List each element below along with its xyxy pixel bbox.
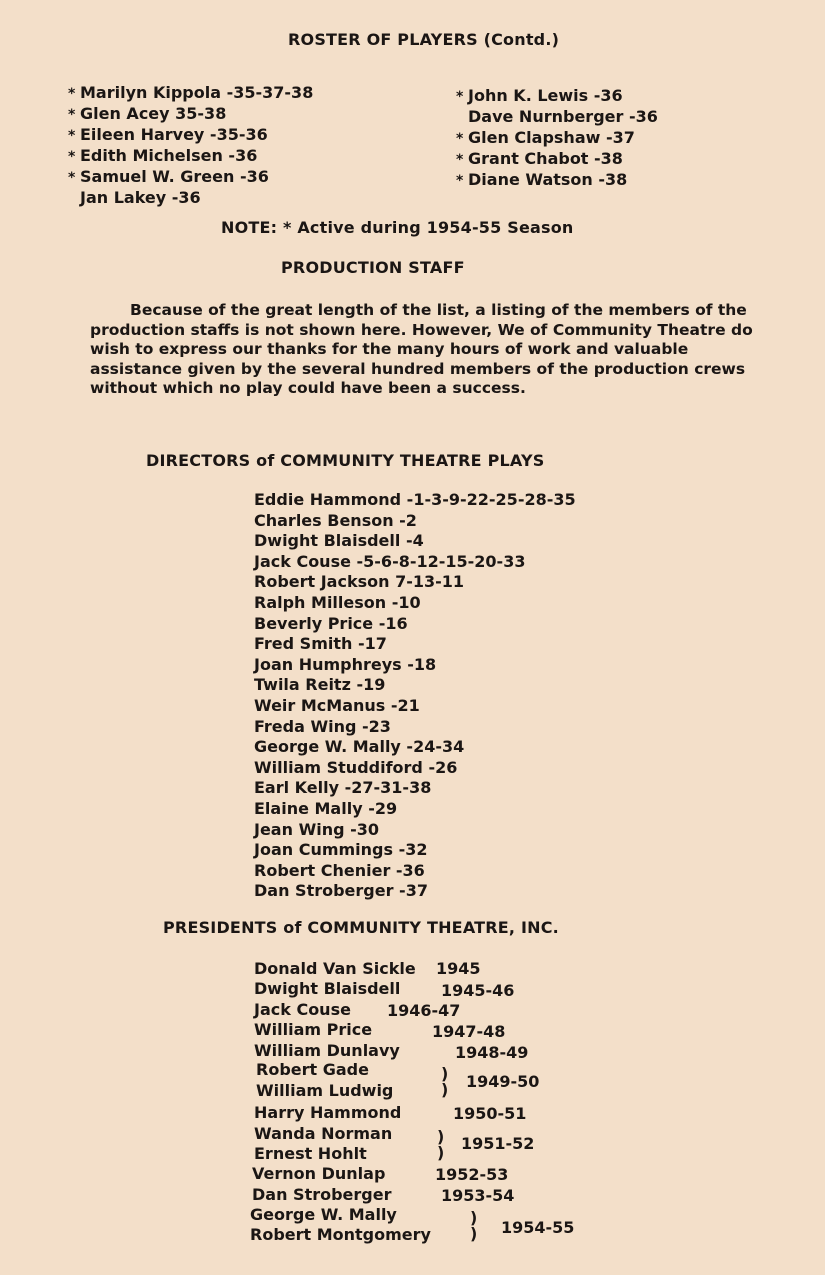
list-item: Ralph Milleson -10 — [254, 592, 421, 612]
active-star-icon: * — [68, 170, 76, 186]
roster-entry: Dave Nurnberger -36 — [468, 107, 658, 126]
list-item: Dwight Blaisdell — [254, 979, 401, 998]
bracket: ) — [437, 1127, 445, 1146]
presidents-title: PRESIDENTS of COMMUNITY THEATRE, INC. — [163, 918, 559, 937]
bracket: ) — [441, 1064, 449, 1083]
list-item: Elaine Mally -29 — [254, 798, 398, 818]
list-item: Joan Humphreys -18 — [254, 654, 437, 674]
list-item: George W. Mally — [250, 1205, 397, 1224]
active-star-icon: * — [68, 107, 76, 123]
roster-entry: * John K. Lewis -36 — [456, 85, 658, 106]
list-item: Dan Stroberger — [252, 1185, 392, 1204]
bracket: ) — [441, 1080, 449, 1099]
list-item: Twila Reitz -19 — [254, 675, 386, 695]
production-staff-paragraph: Because of the great length of the list, a listing of the members of the production staffs is not shown here. However, We of Community Theatre do wish to express our thanks for the many hours of work and valuable assistance given by the several hundred members of the production crews without which no play could have been a success. — [90, 301, 753, 397]
roster-title: ROSTER OF PLAYERS (Contd.) — [288, 30, 560, 49]
directors-list — [254, 490, 576, 902]
roster-entry: * Edith Michelsen -36 — [68, 145, 313, 166]
list-item: Joan Cummings -32 — [254, 840, 428, 860]
production-staff-title: PRODUCTION STAFF — [281, 258, 465, 277]
list-item: William Ludwig — [256, 1081, 394, 1100]
list-item: William Dunlavy — [254, 1041, 400, 1060]
directors-title: DIRECTORS of COMMUNITY THEATRE PLAYS — [146, 451, 545, 470]
active-star-icon: * — [456, 131, 464, 147]
roster-entry: Jan Lakey -36 — [80, 188, 201, 207]
roster-left-column — [68, 82, 313, 208]
roster-entry: * Samuel W. Green -36 — [68, 166, 313, 187]
list-item: Ernest Hohlt — [254, 1144, 367, 1163]
bracket: ) — [437, 1143, 445, 1162]
list-item: Weir McManus -21 — [254, 695, 420, 715]
active-star-icon: * — [68, 86, 76, 102]
list-item: Beverly Price -16 — [254, 613, 408, 633]
roster-entry: * Glen Clapshaw -37 — [456, 127, 658, 148]
bracket: ) — [470, 1224, 478, 1243]
list-item-year: 1947-48 — [432, 1022, 506, 1041]
list-item: Eddie Hammond -1-3-9-22-25-28-35 — [254, 490, 576, 509]
list-item: Charles Benson -2 — [254, 510, 417, 530]
list-item: Dwight Blaisdell -4 — [254, 531, 424, 551]
active-star-icon: * — [68, 149, 76, 165]
list-item: Jack Couse — [254, 1000, 351, 1019]
list-item-year: 1953-54 — [441, 1186, 515, 1205]
list-item: Vernon Dunlap — [252, 1164, 386, 1183]
list-item: Robert Chenier -36 — [254, 860, 425, 880]
roster-entry: * Grant Chabot -38 — [456, 148, 658, 169]
roster-entry: * Glen Acey 35-38 — [68, 103, 313, 124]
list-item-year: 1946-47 — [387, 1001, 461, 1020]
list-item: Robert Gade — [256, 1060, 369, 1079]
active-star-icon: * — [456, 152, 464, 168]
bracket: ) — [470, 1208, 478, 1227]
list-item-year: 1954-55 — [501, 1218, 575, 1237]
roster-right-column — [456, 85, 658, 190]
roster-entry: * Marilyn Kippola -35-37-38 — [68, 82, 313, 103]
list-item-year: 1945 — [436, 959, 481, 978]
list-item-year: 1949-50 — [466, 1072, 540, 1091]
list-item-year: 1951-52 — [461, 1134, 535, 1153]
list-item: Fred Smith -17 — [254, 634, 387, 654]
list-item: William Price — [254, 1020, 373, 1039]
list-item-year: 1945-46 — [441, 981, 515, 1000]
roster-entry: * Eileen Harvey -35-36 — [68, 124, 313, 145]
roster-entry: * Diane Watson -38 — [456, 169, 658, 190]
list-item: Jean Wing -30 — [254, 819, 380, 839]
list-item: Robert Jackson 7-13-11 — [254, 572, 465, 592]
list-item-year: 1952-53 — [435, 1165, 509, 1184]
list-item: William Studdiford -26 — [254, 757, 458, 777]
list-item: Robert Montgomery — [250, 1225, 431, 1244]
active-star-icon: * — [68, 128, 76, 144]
list-item-year: 1950-51 — [453, 1104, 527, 1123]
list-item-year: 1948-49 — [455, 1043, 529, 1062]
list-item: Earl Kelly -27-31-38 — [254, 778, 432, 798]
list-item: Harry Hammond — [254, 1103, 402, 1122]
list-item: George W. Mally -24-34 — [254, 737, 465, 757]
list-item: Donald Van Sickle — [254, 959, 416, 978]
list-item: Freda Wing -23 — [254, 716, 391, 736]
list-item: Dan Stroberger -37 — [254, 881, 428, 901]
active-season-note: NOTE: * Active during 1954-55 Season — [221, 218, 574, 237]
list-item: Jack Couse -5-6-8-12-15-20-33 — [254, 551, 526, 571]
active-star-icon: * — [456, 89, 464, 105]
list-item: Wanda Norman — [254, 1124, 393, 1143]
active-star-icon: * — [456, 173, 464, 189]
